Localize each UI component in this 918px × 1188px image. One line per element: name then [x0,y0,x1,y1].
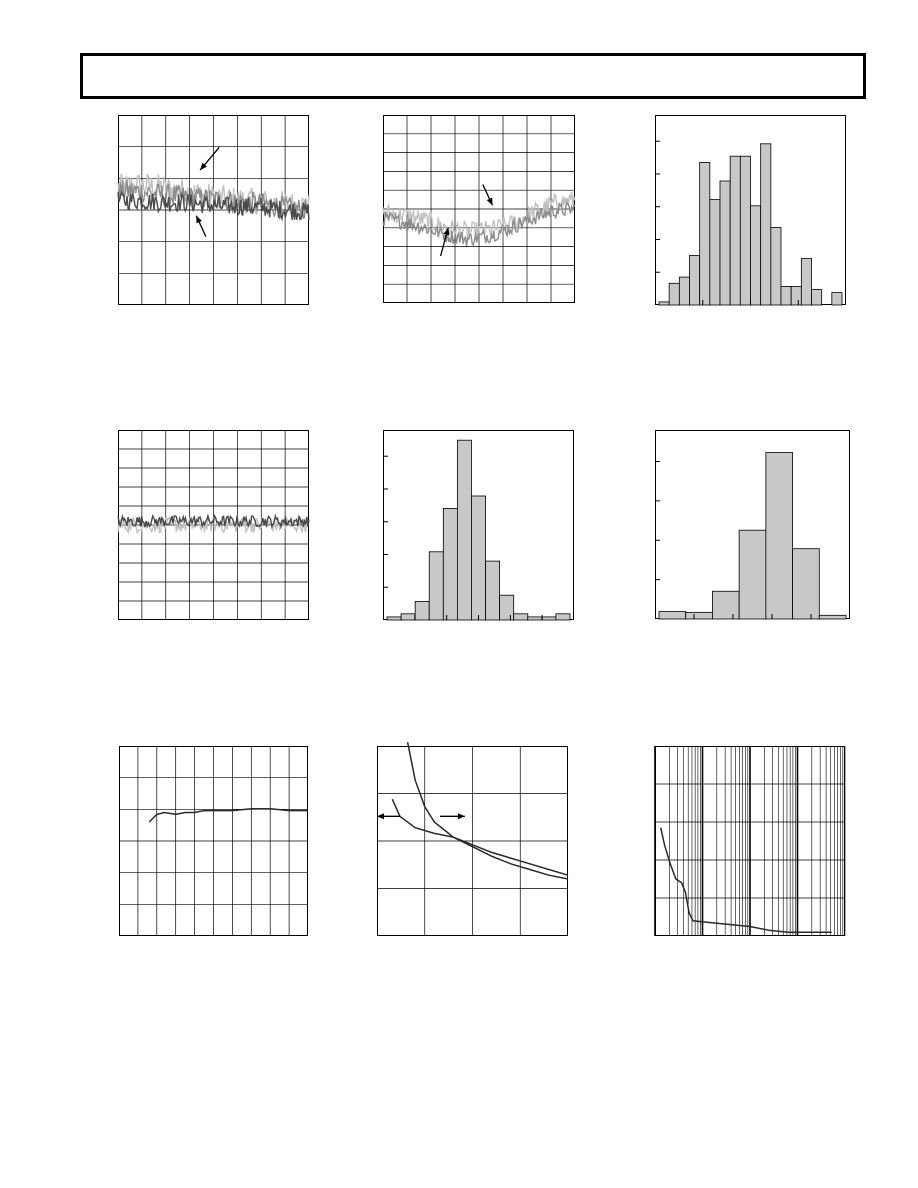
histogram-bar [471,496,485,620]
chart-4-noise-traces [118,430,309,620]
histogram-bar [500,595,514,620]
histogram-bar [387,617,401,620]
histogram-bar [730,156,740,305]
histogram-bar [659,302,669,305]
histogram-bar [710,200,720,305]
histogram-bar [771,228,781,306]
histogram-bar [659,612,686,619]
histogram-bar [679,277,689,305]
histogram-bar [486,561,500,620]
histogram-bar [781,286,791,305]
chart-2-noise-traces [383,115,575,303]
histogram-bar [739,530,766,619]
histogram-bar [740,156,750,305]
histogram-bar [669,283,679,305]
histogram-bar [819,615,846,619]
histogram-bar [712,591,739,619]
histogram-bar [690,255,700,305]
chart-7-line [119,746,308,936]
histogram-bar [415,601,429,620]
histogram-bar [832,293,842,305]
histogram-bar [528,617,542,620]
histogram-bar [457,440,471,620]
histogram-bar [514,614,528,620]
histogram-bar [761,144,771,305]
histogram-bar [686,612,713,619]
series-curve-1 [408,742,568,879]
histogram-bar [556,614,570,620]
histogram-bar [720,181,730,305]
histogram-bar [542,617,556,620]
histogram-bar [793,549,820,619]
chart-1-noise-traces [118,115,309,305]
annotation-arrow-1-head [377,813,384,819]
chart-5-histogram [383,430,574,620]
histogram-bar [791,286,801,305]
histogram-bar [443,508,457,620]
page-header-box [80,53,866,99]
histogram-bar [751,206,761,305]
annotation-arrow-2-head [458,813,465,819]
series-curve-1 [661,828,832,933]
histogram-bar [766,453,793,620]
chart-8-crossing-curves [377,746,568,936]
histogram-bar [429,552,443,620]
histogram-bar [401,614,415,620]
histogram-bar [700,162,710,305]
histogram-bar [801,259,811,306]
chart-6-histogram [655,430,850,619]
histogram-bar [812,290,822,306]
chart-9-log-x-line [655,746,845,936]
chart-3-histogram [655,115,846,305]
series-curve-1 [149,809,308,822]
series-curve-2 [392,799,568,875]
